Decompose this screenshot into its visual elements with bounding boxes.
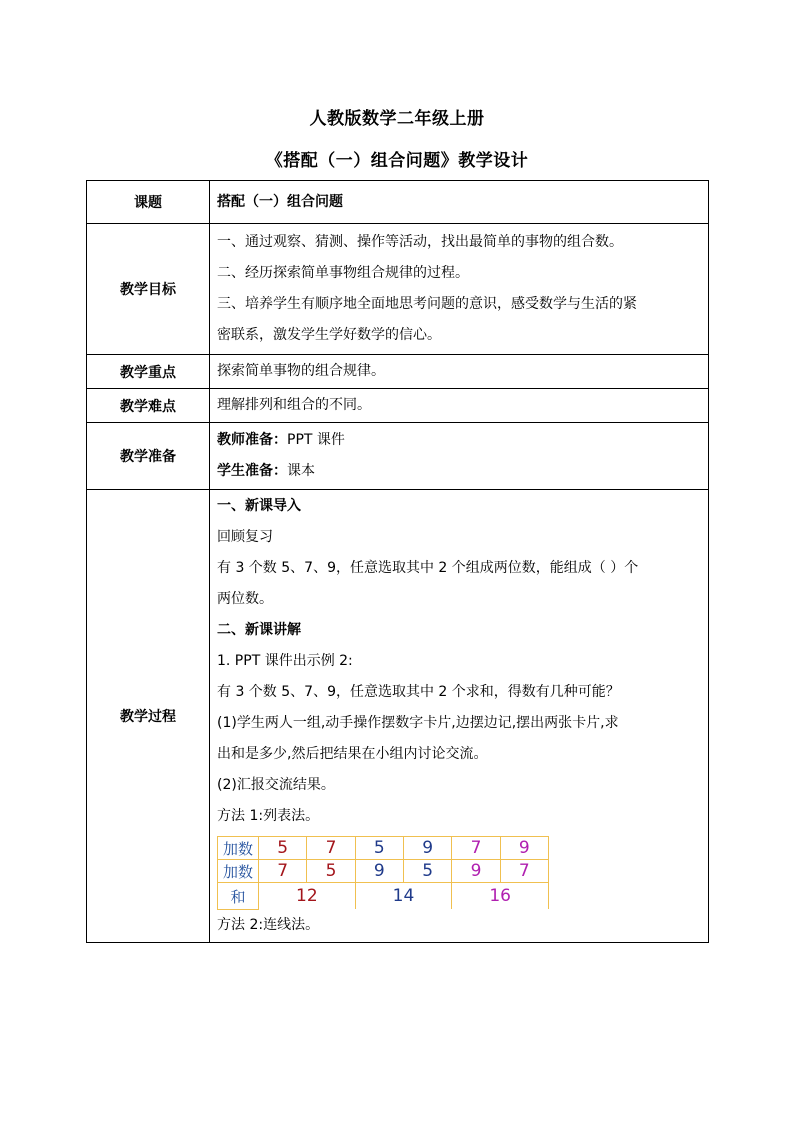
row-topic [87,181,709,224]
label-prep: 教学准备 [87,423,210,490]
sum-row-addend2 [218,860,549,883]
step2-text: (2)汇报交流结果。 [217,777,335,793]
student-prep-value: 课本 [287,463,315,479]
ppt-text: 1. PPT 课件出示例 2: [217,653,353,669]
addend1-cell: 9 [403,837,451,860]
sum-row-label-2: 加数 [218,860,259,883]
goal-line-3: 三、培养学生有顺序地全面地思考问题的意识，感受数学与生活的紧 [217,296,637,312]
addend1-cell: 9 [500,837,548,860]
question1-line1: 有 3 个数 5、7、9，任意选取其中 2 个组成两位数，能组成（ ）个 [217,560,639,576]
addend2-cell: 7 [500,860,548,883]
teacher-prep-label: 教师准备： [217,432,287,448]
section-explain: 二、新课讲解 [217,622,301,638]
difficulty-text: 理解排列和组合的不同。 [217,397,371,413]
key-text: 探索简单事物的组合规律。 [217,363,385,379]
label-process: 教学过程 [87,490,210,943]
label-difficulty: 教学难点 [87,389,210,423]
label-topic: 课题 [87,181,210,224]
step1-line1: (1)学生两人一组,动手操作摆数字卡片,边摆边记,摆出两张卡片,求 [217,715,619,731]
sum-table [217,836,549,910]
sum-row-total [218,883,549,910]
sum-row-label-3: 和 [218,883,259,910]
addend1-cell: 5 [259,837,307,860]
topic-text: 搭配（一）组合问题 [217,193,343,210]
value-key [210,355,709,389]
addend2-cell: 9 [452,860,500,883]
value-topic [210,181,709,224]
addend1-cell: 5 [355,837,403,860]
label-goals: 教学目标 [87,224,210,355]
sum-cell: 16 [452,883,549,910]
addend2-cell: 7 [259,860,307,883]
addend1-cell: 7 [452,837,500,860]
goal-line-4: 密联系，激发学生学好数学的信心。 [217,327,441,343]
addend2-cell: 5 [307,860,355,883]
teacher-prep-value: PPT 课件 [287,432,345,448]
sum-cell: 12 [259,883,356,910]
value-difficulty [210,389,709,423]
student-prep [217,456,701,487]
section-intro: 一、新课导入 [217,498,301,514]
teacher-prep [217,425,701,456]
question1-line2: 两位数。 [217,591,273,607]
lesson-plan-table [86,180,709,943]
sum-row-label-1: 加数 [218,837,259,860]
row-process [87,490,709,943]
addend1-cell: 7 [307,837,355,860]
row-goals [87,224,709,355]
sum-cell: 14 [355,883,452,910]
student-prep-label: 学生准备： [217,463,287,479]
addend2-cell: 9 [355,860,403,883]
document-subtitle: 《搭配（一）组合问题》教学设计 [265,151,529,171]
method1-text: 方法 1:列表法。 [217,808,320,824]
row-prep [87,423,709,490]
goal-line-1: 一、通过观察、猜测、操作等活动，找出最简单的事物的组合数。 [217,234,623,250]
addend2-cell: 5 [403,860,451,883]
value-process [210,490,709,943]
value-prep [210,423,709,490]
label-key: 教学重点 [87,355,210,389]
question2-text: 有 3 个数 5、7、9，任意选取其中 2 个求和，得数有几种可能？ [217,684,620,700]
goal-line-2: 二、经历探索简单事物组合规律的过程。 [217,265,469,281]
document-title: 人教版数学二年级上册 [309,109,485,129]
review-text: 回顾复习 [217,529,273,545]
method2-text: 方法 2:连线法。 [217,917,320,933]
value-goals [210,224,709,355]
step1-line2: 出和是多少,然后把结果在小组内讨论交流。 [217,746,488,762]
row-key [87,355,709,389]
row-difficulty [87,389,709,423]
sum-row-addend1 [218,837,549,860]
